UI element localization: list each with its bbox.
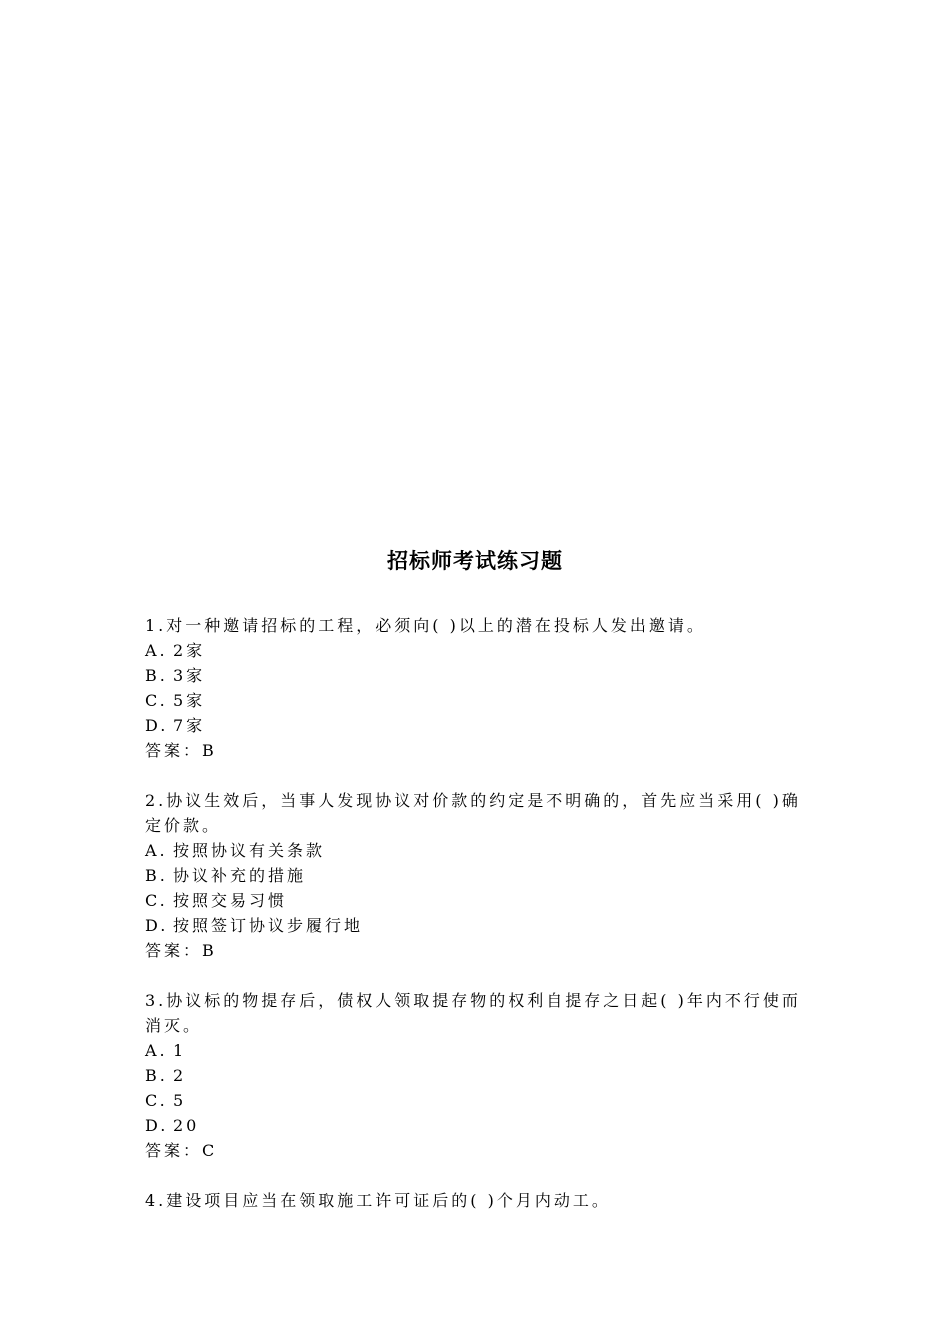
option-label: B. [145, 866, 168, 885]
answer-value: B [202, 941, 217, 960]
option-a [145, 638, 810, 663]
answer-value: B [202, 741, 217, 760]
answer-line [145, 938, 810, 963]
option-d [145, 1113, 810, 1138]
option-c [145, 688, 810, 713]
option-label: C. [145, 1091, 168, 1110]
option-b [145, 863, 810, 888]
option-text: 5 [173, 1091, 187, 1110]
option-b [145, 1063, 810, 1088]
option-label: D. [145, 1116, 169, 1135]
option-label: C. [145, 891, 168, 910]
question-list [145, 613, 810, 1238]
option-text: 2 [173, 1066, 187, 1085]
answer-label: 答案： [145, 741, 203, 760]
option-label: D. [145, 716, 169, 735]
option-text: 协议补充的措施 [173, 866, 307, 885]
question-stem: 4.建设项目应当在领取施工许可证后的( )个月内动工。 [145, 1191, 611, 1210]
question-1 [145, 613, 810, 763]
option-text: 2家 [173, 641, 206, 660]
question-stem: 2.协议生效后，当事人发现协议对价款的约定是不明确的，首先应当采用( )确定价款。 [145, 791, 801, 835]
option-c [145, 888, 810, 913]
option-text: 按照协议有关条款 [173, 841, 326, 860]
question-3 [145, 988, 810, 1163]
option-c [145, 1088, 810, 1113]
option-a [145, 1038, 810, 1063]
document-title: 招标师考试练习题 [387, 549, 563, 573]
option-text: 1 [173, 1041, 187, 1060]
option-text: 3家 [173, 666, 206, 685]
answer-label: 答案： [145, 941, 203, 960]
answer-line [145, 738, 810, 763]
option-b [145, 663, 810, 688]
question-stem: 3.协议标的物提存后，债权人领取提存物的权利自提存之日起( )年内不行使而消灭。 [145, 991, 801, 1035]
option-text: 5家 [173, 691, 206, 710]
option-d [145, 913, 810, 938]
option-label: A. [145, 641, 168, 660]
option-d [145, 713, 810, 738]
option-a [145, 838, 810, 863]
option-text: 按照交易习惯 [173, 891, 288, 910]
answer-label: 答案： [145, 1141, 203, 1160]
option-text: 7家 [173, 716, 206, 735]
option-text: 20 [173, 1116, 200, 1135]
option-label: A. [145, 841, 168, 860]
option-label: D. [145, 916, 169, 935]
answer-value: C [202, 1141, 218, 1160]
question-2 [145, 788, 810, 963]
option-label: C. [145, 691, 168, 710]
option-label: B. [145, 1066, 168, 1085]
option-text: 按照签订协议步履行地 [173, 916, 364, 935]
question-4 [145, 1188, 810, 1213]
option-label: B. [145, 666, 168, 685]
answer-line [145, 1138, 810, 1163]
option-label: A. [145, 1041, 168, 1060]
question-stem: 1.对一种邀请招标的工程，必须向( )以上的潜在投标人发出邀请。 [145, 616, 706, 635]
